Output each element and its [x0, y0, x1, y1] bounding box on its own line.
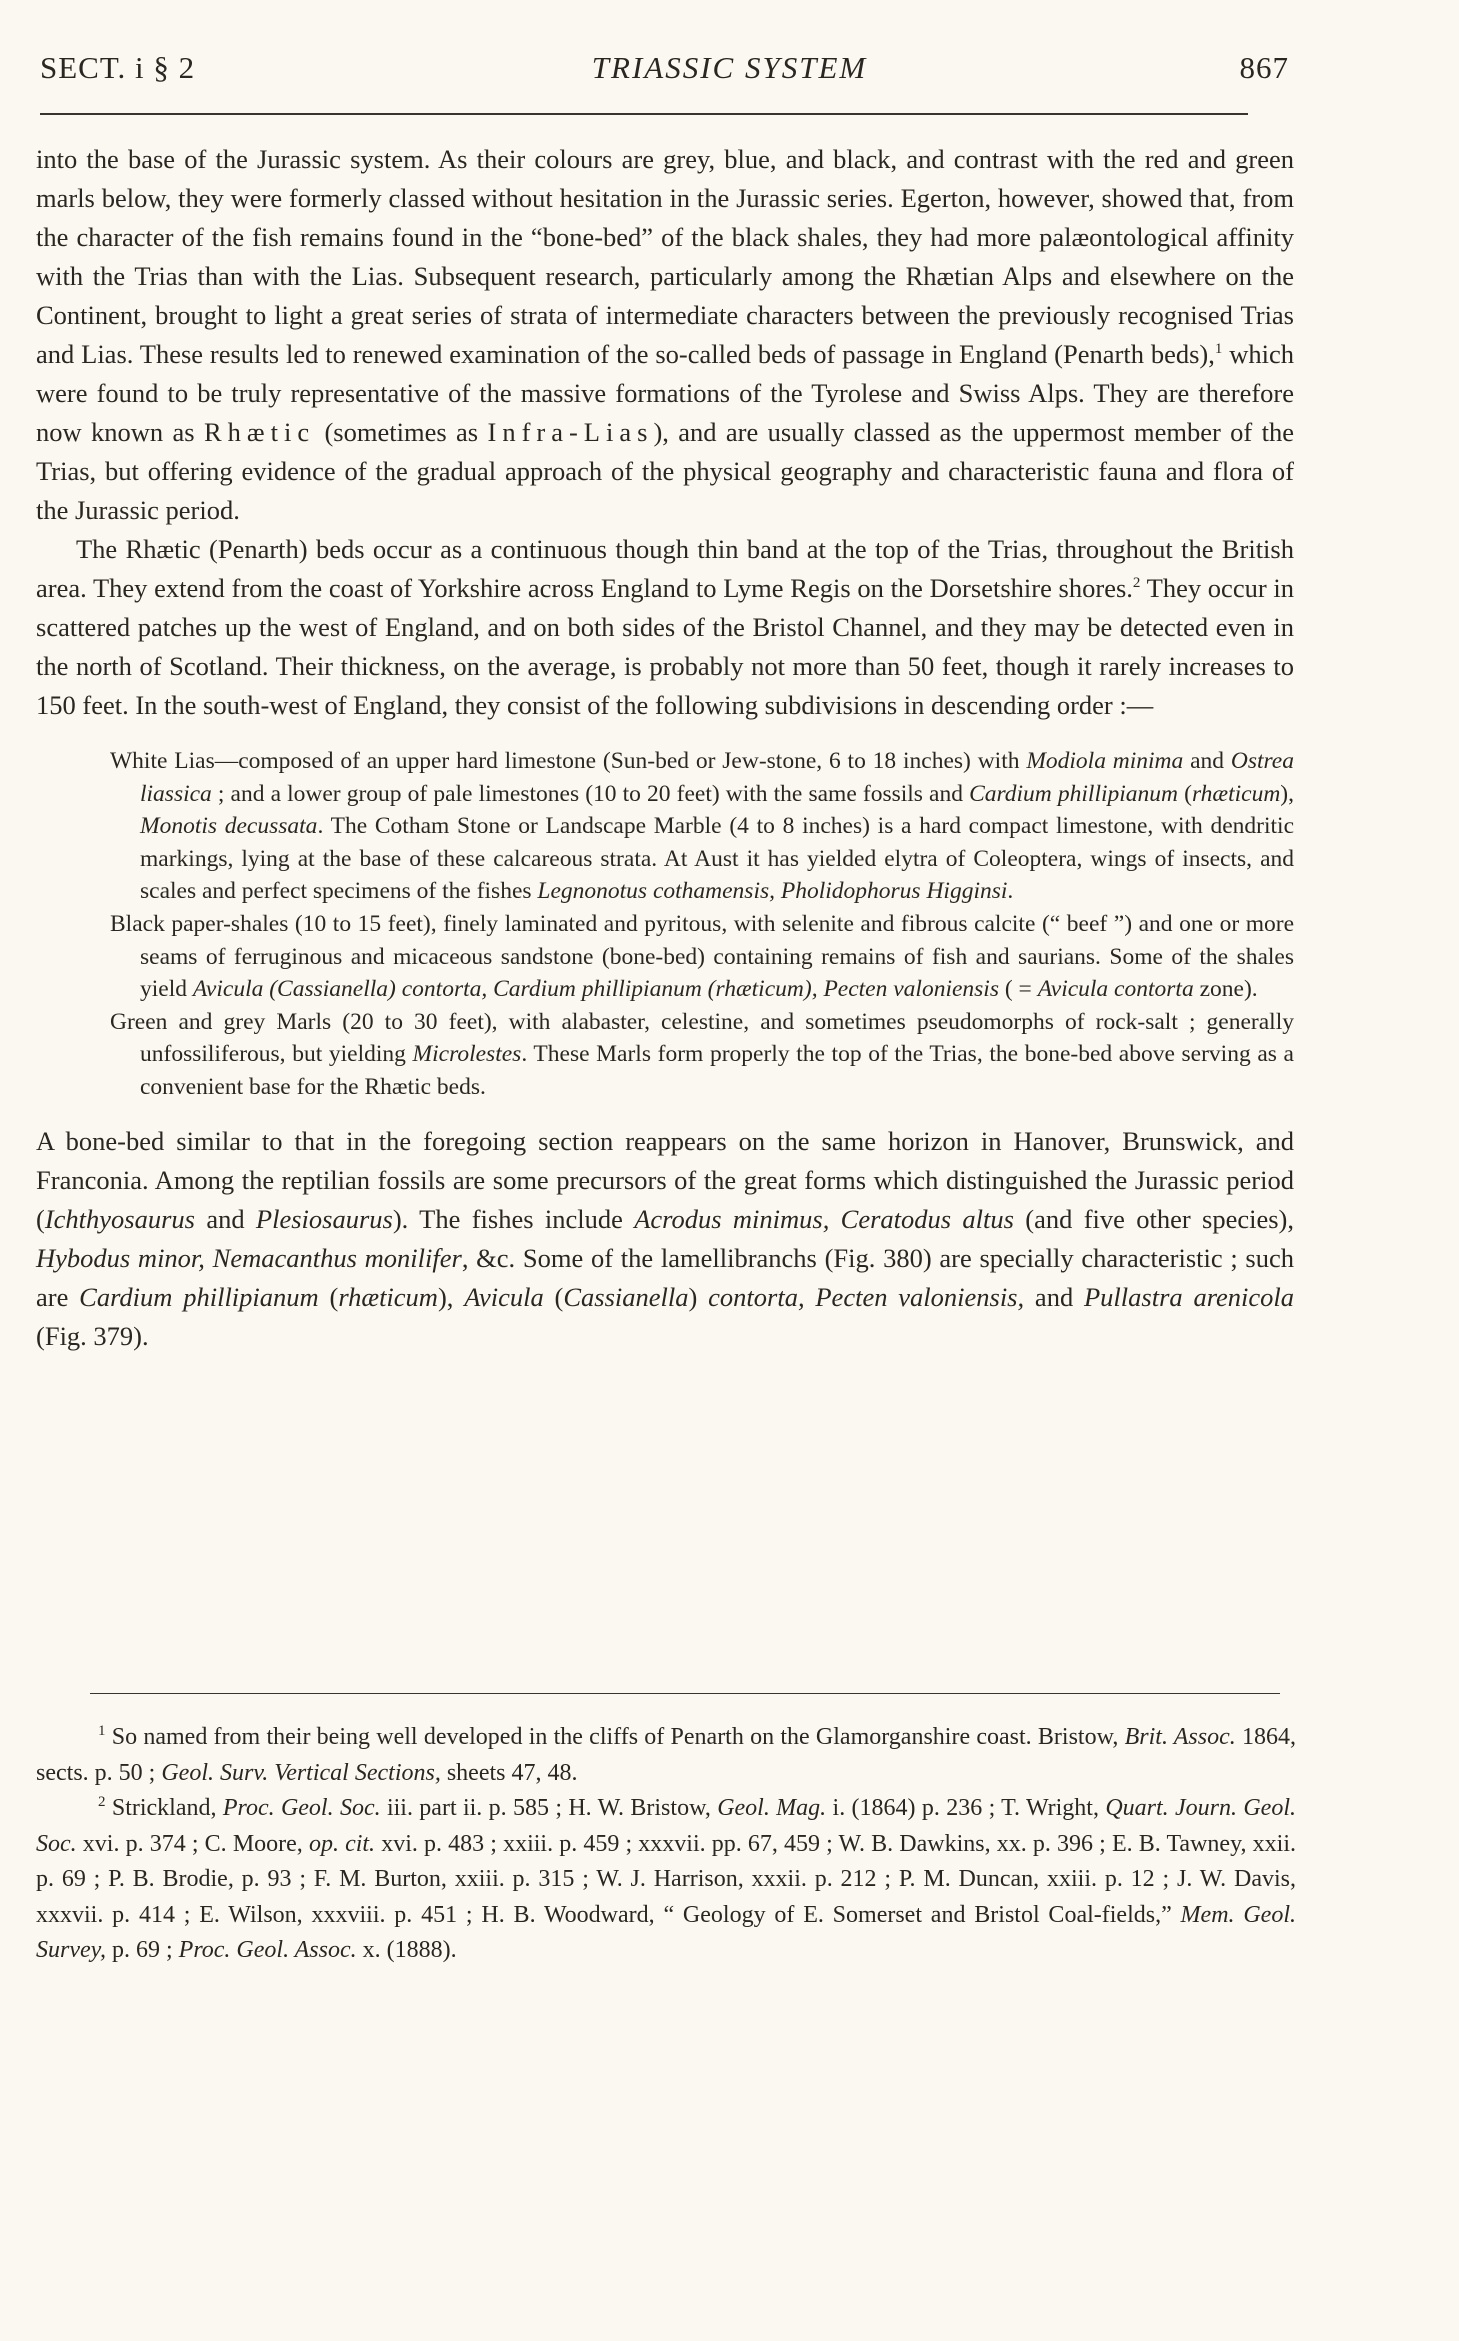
paragraph-jurassic-base: into the base of the Jurassic system. As their colours are grey, blue, and black, and contrast with the red and green marls below, they were formerly classed without hesitation in the Jurassic series. Egerton, however, showed that, from the character of the fish remains found in the “bone-bed” of the black shales, they had more palæontological affinity with the Trias than with the Lias. Subsequent research, particularly among the Rhætian Alps and elsewhere on the Continent, brought to light a great series of strata of intermediate characters between the previously recognised Trias and Lias. These results led to renewed examination of the so-called beds of passage in England (Penarth beds),$^1$ which were found to be truly representative of the massive formations of the Tyrolese and Swiss Alps. They are therefore now known as Rhætic (sometimes as Infra-Lias), and are usually classed as the uppermost member of the Trias, but offering evidence of the gradual approach of the physical geography and characteristic fauna and flora of the Jurassic period.	[36, 144, 1294, 525]
footnote-ref-2[interactable]: 2	[1132, 575, 1141, 592]
footnote-1: $^1$ So named from their being well developed in the cliffs of Penarth on the Glamorganshire coast. Bristow, Brit. Assoc. 1864, sects. p. 50 ; Geol. Surv. Vertical Sections, sheets 47, 48.	[36, 1723, 1297, 1786]
main-text	[36, 140, 1294, 1356]
running-head	[0, 50, 1459, 100]
header-rule	[40, 113, 1248, 115]
subdivision-black-shales: Black paper-shales (10 to 15 feet), finely laminated and pyritous, with selenite and fibrous calcite (“ beef ”) and one or more seams of ferruginous and micaceous sandstone (bone-bed) containing remains of fish and saurians. Some of the shales yield Avicula (Cassianella) contorta, Cardium phillipianum (rhæticum), Pecten valoniensis ( = Avicula contorta zone).	[110, 910, 1294, 1003]
subdivision-green-marls: Green and grey Marls (20 to 30 feet), with alabaster, celestine, and sometimes pseudomorphs of rock-salt ; generally unfossiliferous, but yielding Microlestes. These Marls form properly the top of the Trias, the bone-bed above serving as a convenient base for the Rhætic beds.	[110, 1008, 1294, 1100]
footnotes	[36, 1720, 1296, 1969]
section-label: SECT. i § 2	[40, 50, 196, 85]
footnote-rule	[90, 1693, 1280, 1694]
footnote-ref-1[interactable]: 1	[1214, 341, 1223, 358]
page-number: 867	[1239, 50, 1289, 85]
subdivision-white-lias: White Lias—composed of an upper hard limestone (Sun-bed or Jew-stone, 6 to 18 inches) with Modiola minima and Ostrea liassica ; and a lower group of pale limestones (10 to 20 feet) with the same fossils and Cardium phillipianum (rhæticum), Monotis decussata. The Cotham Stone or Landscape Marble (4 to 8 inches) is a hard compact limestone, with dendritic markings, lying at the base of these calcareous strata. At Aust it has yielded elytra of Coleoptera, wings of insects, and scales and perfect specimens of the fishes Legnonotus cothamensis, Pholidophorus Higginsi.	[110, 748, 1294, 905]
subdivision-list	[110, 745, 1294, 1104]
paragraph-bone-bed: A bone-bed similar to that in the foregoing section reappears on the same horizon in Hanover, Brunswick, and Franconia. Among the reptilian fossils are some precursors of the great forms which distinguished the Jurassic period (Ichthyosaurus and Plesiosaurus). The fishes include Acrodus minimus, Ceratodus altus (and five other species), Hybodus minor, Nemacanthus monilifer, &c. Some of the lamellibranchs (Fig. 380) are specially characteristic ; such are Cardium phillipianum (rhæticum), Avicula (Cassianella) contorta, Pecten valoniensis, and Pullastra arenicola (Fig. 379).	[36, 1125, 1295, 1351]
footnote-2: $^2$ Strickland, Proc. Geol. Soc. iii. part ii. p. 585 ; H. W. Bristow, Geol. Mag. i. (1864) p. 236 ; T. Wright, Quart. Journ. Geol. Soc. xvi. p. 374 ; C. Moore, op. cit. xvi. p. 483 ; xxiii. p. 459 ; xxxvii. pp. 67, 459 ; W. B. Dawkins, xx. p. 396 ; E. B. Tawney, xxii. p. 69 ; P. B. Brodie, p. 93 ; F. M. Burton, xxiii. p. 315 ; W. J. Harrison, xxxii. p. 212 ; P. M. Duncan, xxiii. p. 12 ; J. W. Davis, xxxvii. p. 414 ; E. Wilson, xxxviii. p. 451 ; H. B. Woodward, “ Geology of E. Somerset and Bristol Coal-fields,” Mem. Geol. Survey, p. 69 ; Proc. Geol. Assoc. x. (1888).	[36, 1794, 1296, 1963]
running-title: TRIASSIC SYSTEM	[591, 50, 868, 85]
paragraph-penarth-beds: The Rhætic (Penarth) beds occur as a continuous though thin band at the top of the Trias, throughout the British area. They extend from the coast of Yorkshire across England to Lyme Regis on the Dorsetshire shores.$^2$ They occur in scattered patches up the west of England, and on both sides of the Bristol Channel, and they may be detected even in the north of Scotland. Their thickness, on the average, is probably not more than 50 feet, though it rarely increases to 150 feet. In the south-west of England, they consist of the following subdivisions in descending order :—	[36, 534, 1294, 720]
